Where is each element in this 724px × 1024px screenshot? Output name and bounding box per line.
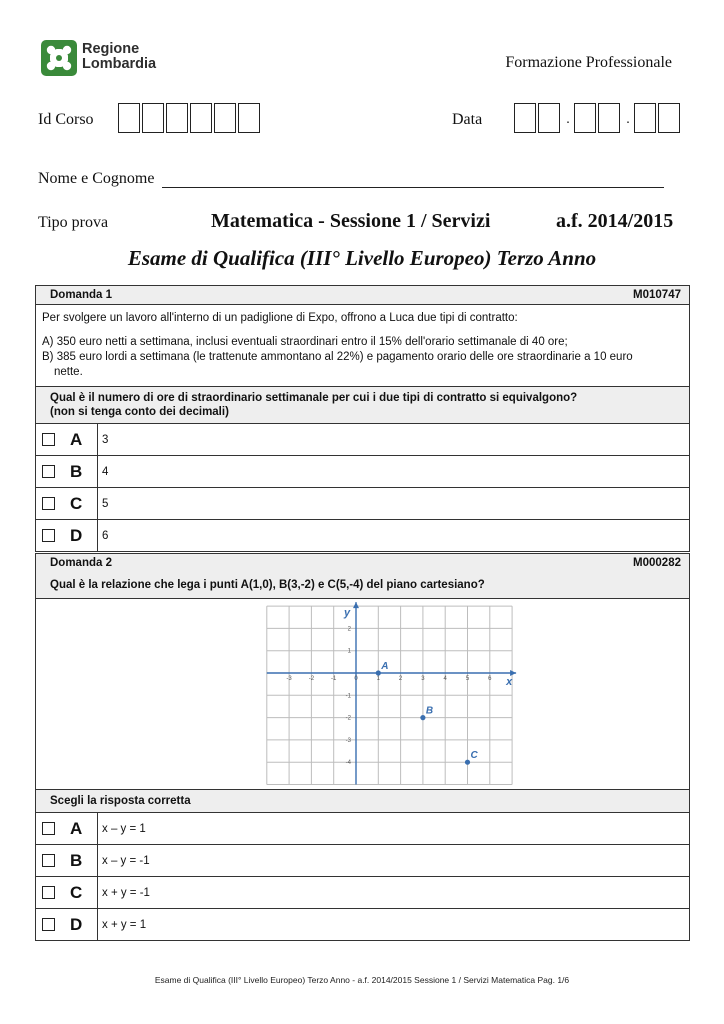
option-text: x – y = 1 — [102, 822, 146, 835]
x-tick-label: -3 — [286, 676, 292, 682]
x-tick-label: 5 — [465, 676, 470, 682]
question-1-item-a: A) 350 euro netti a settimana, inclusi eventuali straordinari entro il 15% dell'orario settimanale di 40 ore; — [42, 336, 568, 348]
question-2-option-b[interactable] — [36, 844, 689, 876]
regione-lombardia-logo-icon — [41, 40, 77, 76]
question-1-text — [36, 305, 689, 386]
question-2-header — [36, 554, 689, 572]
date-year-box[interactable] — [634, 103, 656, 133]
x-tick-label: 3 — [421, 676, 425, 682]
point-c — [465, 760, 470, 765]
exam-title: Esame di Qualifica (III° Livello Europeo) Terzo Anno — [127, 246, 597, 270]
x-axis-label: x — [506, 676, 513, 688]
date-month-box[interactable] — [574, 103, 596, 133]
y-tick-label: -4 — [345, 760, 351, 767]
checkbox-icon[interactable] — [42, 465, 55, 478]
option-letter: A — [70, 818, 83, 838]
id-corso-label: Id Corso — [38, 111, 94, 128]
option-letter: D — [70, 914, 83, 934]
option-text: x + y = 1 — [102, 918, 147, 931]
question-1-item-b: B) 385 euro lordi a settimana (le trattenute ammontano al 22%) e pagamento orario delle ore straordinarie a 10 euro — [42, 351, 633, 363]
question-1-prompt — [36, 386, 689, 423]
question-1-option-b[interactable] — [36, 455, 689, 487]
logo-wordmark — [82, 42, 156, 72]
point-label-b: B — [425, 705, 434, 717]
question-2-option-a[interactable] — [36, 812, 689, 844]
option-letter: C — [70, 493, 83, 513]
question-1-option-c[interactable] — [36, 487, 689, 519]
tipo-prova-label: Tipo prova — [38, 214, 109, 231]
id-corso-box[interactable] — [118, 103, 140, 133]
x-tick-label: 1 — [376, 676, 380, 682]
date-separator: . — [566, 112, 570, 127]
date-day-box[interactable] — [538, 103, 560, 133]
option-text: 6 — [102, 529, 109, 542]
nome-cognome-label: Nome e Cognome — [38, 170, 155, 187]
nome-cognome-field[interactable] — [162, 187, 664, 188]
question-1 — [35, 285, 690, 552]
date-separator: . — [626, 112, 630, 127]
question-1-label: Domanda 1 — [50, 289, 112, 301]
y-tick-label: -2 — [345, 715, 351, 722]
point-label-a: A — [381, 661, 389, 672]
question-2-label: Domanda 2 — [50, 557, 112, 569]
question-1-prompt-line-2: (non si tenga conto dei decimali) — [50, 406, 229, 418]
x-tick-label: 0 — [354, 676, 358, 682]
point-label-c: C — [470, 750, 478, 762]
question-1-prompt-line-1: Qual è il numero di ore di straordinario settimanale per cui i due tipi di contratto si equivalgono? — [50, 392, 578, 404]
checkbox-icon[interactable] — [42, 886, 55, 899]
point-a — [376, 670, 381, 675]
y-tick-label: 2 — [347, 626, 351, 633]
x-tick-label: 4 — [443, 676, 447, 682]
option-text: 3 — [102, 433, 109, 446]
question-1-item-b-cont: nette. — [54, 366, 83, 378]
subject-title: Matematica - Sessione 1 / Servizi — [211, 210, 491, 232]
question-1-header — [36, 286, 689, 305]
option-text: 4 — [102, 465, 109, 478]
logo-line-2: Lombardia — [82, 56, 157, 72]
y-tick-label: -3 — [345, 737, 351, 744]
date-day-box[interactable] — [514, 103, 536, 133]
id-corso-box[interactable] — [190, 103, 212, 133]
date-input[interactable] — [514, 103, 680, 137]
question-2-option-c[interactable] — [36, 876, 689, 908]
y-axis-arrow-icon — [353, 602, 359, 608]
page-footer: Esame di Qualifica (III° Livello Europeo) Terzo Anno - a.f. 2014/2015 Sessione 1 / Servizi Matematica Pag. 1/6 — [154, 975, 570, 985]
question-2-prompt: Qual è la relazione che lega i punti A(1,0), B(3,-2) e C(5,-4) del piano cartesiano? — [36, 572, 689, 598]
question-1-intro: Per svolgere un lavoro all'interno di un padiglione di Expo, offrono a Luca due tipi di contratto: — [42, 312, 518, 324]
id-corso-input[interactable] — [118, 103, 260, 133]
date-year-box[interactable] — [658, 103, 680, 133]
logo-line-1: Regione — [82, 41, 140, 57]
question-1-option-d[interactable] — [36, 519, 689, 551]
option-text: x – y = -1 — [102, 854, 150, 867]
checkbox-icon[interactable] — [42, 529, 55, 542]
question-2-answer-prompt: Scegli la risposta corretta — [36, 789, 689, 812]
id-corso-box[interactable] — [214, 103, 236, 133]
x-tick-label: -2 — [308, 676, 315, 682]
question-2-code: M000282 — [633, 557, 681, 569]
point-b — [420, 715, 425, 720]
id-corso-box[interactable] — [238, 103, 260, 133]
header-subtitle: Formazione Professionale — [505, 54, 672, 71]
academic-year: a.f. 2014/2015 — [556, 210, 674, 232]
option-text: 5 — [102, 497, 109, 510]
option-text: x + y = -1 — [102, 886, 150, 899]
data-label: Data — [452, 111, 483, 128]
cartesian-plane-chart — [36, 599, 689, 789]
checkbox-icon[interactable] — [42, 822, 55, 835]
y-axis-label: y — [344, 607, 351, 620]
y-tick-label: -1 — [345, 693, 351, 700]
x-tick-label: 2 — [398, 676, 403, 682]
x-tick-label: 6 — [488, 676, 492, 682]
y-tick-label: 1 — [347, 648, 351, 655]
checkbox-icon[interactable] — [42, 854, 55, 867]
id-corso-box[interactable] — [142, 103, 164, 133]
question-2 — [35, 553, 690, 941]
option-letter: C — [70, 882, 83, 902]
question-1-option-a[interactable] — [36, 423, 689, 455]
x-tick-label: -1 — [331, 676, 337, 682]
checkbox-icon[interactable] — [42, 497, 55, 510]
checkbox-icon[interactable] — [42, 918, 55, 931]
checkbox-icon[interactable] — [42, 433, 55, 446]
question-2-figure — [36, 598, 689, 789]
option-letter: A — [70, 429, 83, 449]
option-letter: B — [70, 850, 83, 870]
question-1-code: M010747 — [633, 289, 681, 301]
question-2-option-d[interactable] — [36, 908, 689, 940]
option-letter: B — [70, 461, 83, 481]
option-letter: D — [70, 525, 83, 545]
date-month-box[interactable] — [598, 103, 620, 133]
id-corso-box[interactable] — [166, 103, 188, 133]
